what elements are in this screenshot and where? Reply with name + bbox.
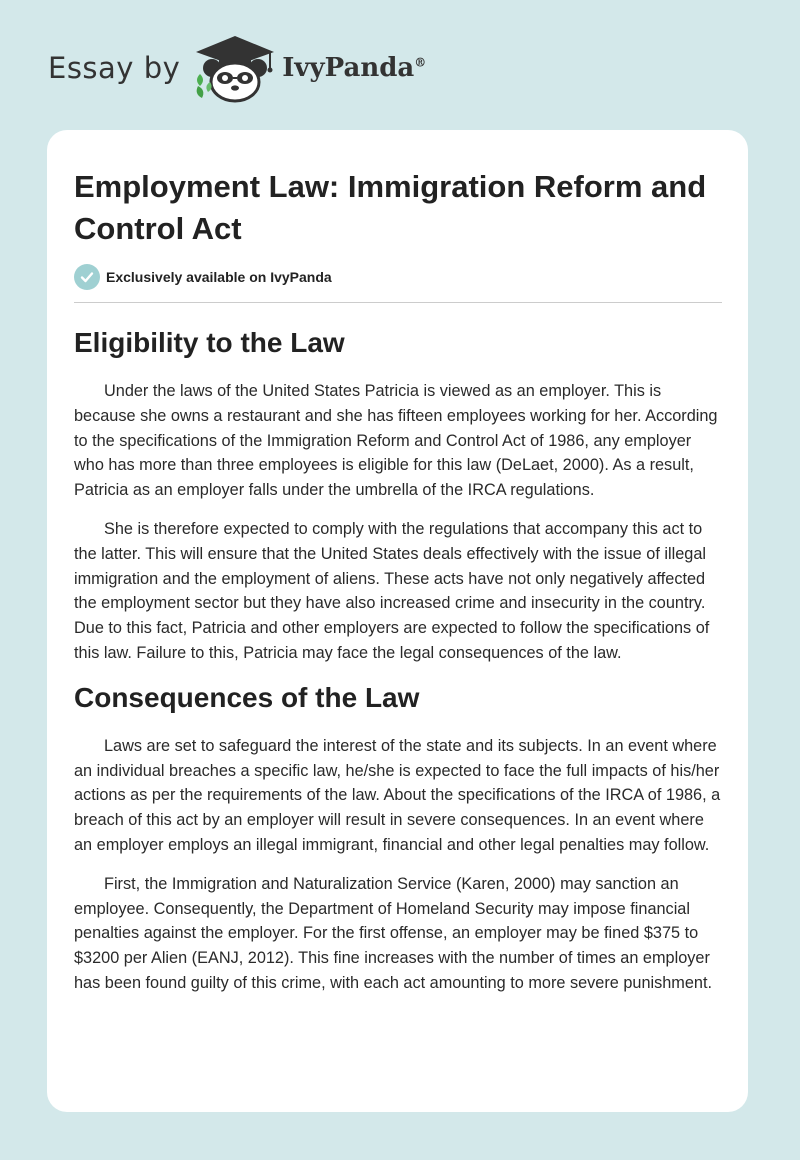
divider [74,302,722,303]
paragraph: She is therefore expected to comply with the regulations that accompany this act to the latter. This will ensure that the United States deals effectively with the issue of illegal immigration and the employment of aliens. These acts have not only negatively affected the employment sector but they have also increased crime and insecurity in the country. Due to this fact, Patricia and other employers are expected to follow the specifications of this law. Failure to this, Patricia may face the legal consequences of the law. [74,519,710,662]
article-card [47,130,748,1112]
brand-name[interactable]: IvyPanda® [282,53,427,83]
checkmark-icon [74,264,100,290]
paragraph: First, the Immigration and Naturalization Service (Karen, 2000) may sanction an employee. Consequently, the Department of Homeland Security may impose financial penalties against the employer. For the first offense, an employer may be fined $375 to $3200 per Alien (EANJ, 2012). This fine increases with the number of times an employer has been found guilty of this crime, with each act amounting to more severe punishment. [74,874,713,992]
section-heading: Eligibility to the Law [74,327,345,358]
exclusive-badge [74,264,722,290]
paragraph: Laws are set to safeguard the interest of the state and its subjects. In an event where an individual breaches a specific law, he/she is expected to face the full impacts of his/her actions as per the requirements of the law. About the specifications of the IRCA of 1986, a breach of this act by an employer will result in severe consequences. In an event where an employer employs an illegal immigrant, financial and other legal penalties may follow. [74,736,721,854]
paragraph: Under the laws of the United States Patricia is viewed as an employer. This is because she owns a restaurant and she has fifteen employees working for her. According to the specifications of the Immigration Reform and Control Act of 1986, any employer who has more than three employees is eligible for this law (DeLaet, 2000). As a result, Patricia as an employer falls under the umbrella of the IRCA regulations. [74,382,718,500]
exclusive-badge-text: Exclusively available on IvyPanda [106,269,332,285]
section-heading: Consequences of the Law [74,681,420,713]
registered-mark: ® [414,55,427,70]
site-header [48,32,508,104]
panda-logo-icon[interactable] [190,32,280,104]
essay-by-label: Essay by [48,51,181,85]
article-title: Employment Law: Immigration Reform and Control Act [74,169,707,246]
